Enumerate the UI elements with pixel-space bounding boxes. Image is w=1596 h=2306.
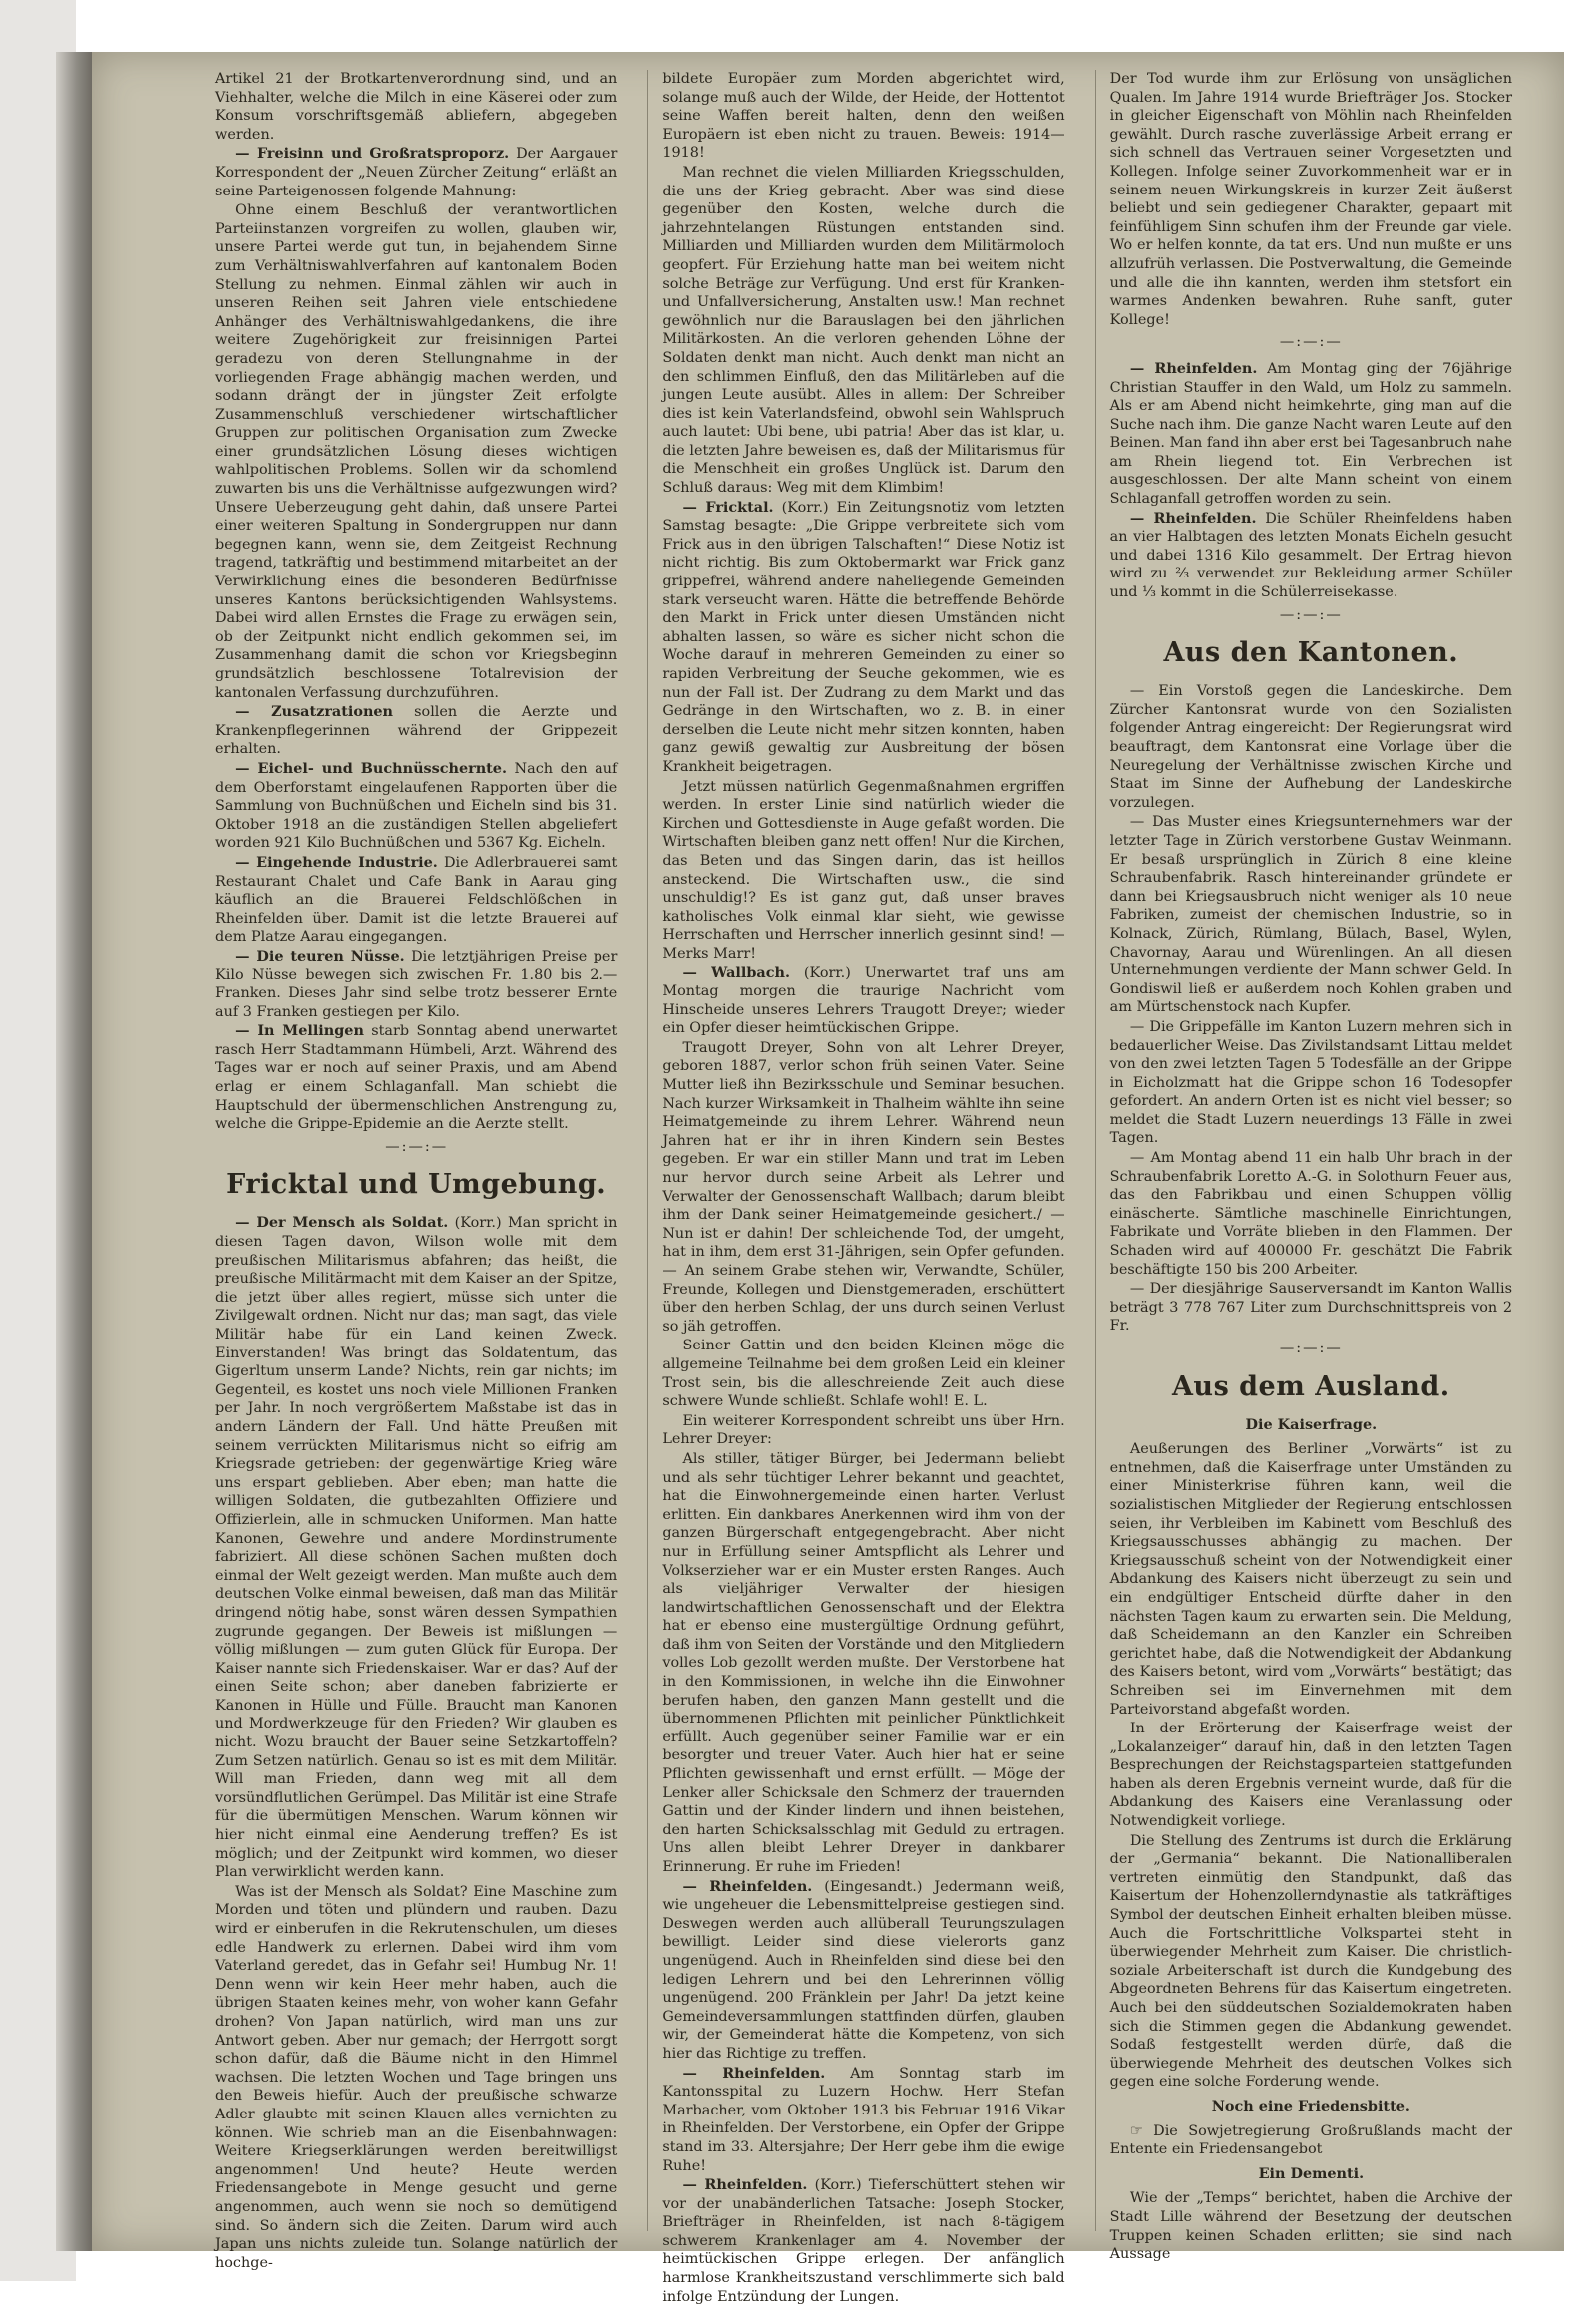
article-headline: — Freisinn und Großratsproporz. [235, 145, 510, 163]
article-paragraph [1110, 1018, 1512, 1148]
section-title: Fricktal und Umgebung. [226, 1169, 607, 1201]
section-title: Aus dem Ausland. [1171, 1370, 1450, 1402]
article-paragraph [215, 201, 617, 702]
article-paragraph [662, 778, 1064, 963]
article-text: Am Montag ging der 76jährige Christian Stauffer in den Wald, um Holz zu sammeln. Als er am Abend nicht heimkehrte, ging man auf die Suche nach ihm. Die ganze Nacht waren Leute auf den Beinen. Man fand ihn aber erst bei Tagesanbruch nahe am Rhein liegend tot. Ein Verbrechen ist ausgeschlossen. Der alte Mann scheint von einem Schlaganfall getroffen worden zu sein. [1109, 360, 1512, 508]
subheading: Die Kaiserfrage. [1245, 1415, 1378, 1433]
article-text: sollen die Aerzte und Krankenpflegerinnen während der Grippezeit erhalten. [215, 704, 618, 758]
article-text: — Das Muster eines Kriegsunternehmers war der letzter Tage in Zürich verstorbene Gustav Weinmann. Er besaß ursprünglich in Zürich 8 eine kleine Schraubenfabrik. Rasch hintereinander gründete er dann bei Kriegsausbruch nicht weniger als 10 neue Fabriken, zumeist der chemischen Industrie, so in Kolnack, Zürich, Rümlang, Bülach, Basel, Wylen, Chavornay, Aarau und Würenlingen. An all diesen Unternehmungen verdiente der Mann schwer Geld. In Gondiswil ließ er außerdem noch Kohlen graben und am Mürtschenstock nach Kupfer. [1109, 814, 1512, 1016]
article-text: — Der diesjährige Sauserversandt im Kanton Wallis beträgt 3 778 767 Liter zum Durchschnittspreis von 2 Fr. [1109, 1281, 1512, 1335]
article-headline: — Rheinfelden. [682, 2176, 808, 2194]
article-paragraph [662, 1412, 1064, 1449]
article-headline: — Eingehende Industrie. [235, 853, 438, 871]
article-headline: — Wallbach. [682, 963, 790, 981]
column-1 [215, 70, 618, 2271]
article-paragraph [1110, 360, 1512, 509]
article-text: — Ein Vorstoß gegen die Landeskirche. Dem Zürcher Kantonsrat wurde von den Sozialisten folgender Antrag eingereicht: Der Regierungsrat wird beauftragt, dem Kantonsrat eine Vorlage über die Neuregelung der Verhältnisse zwischen Kirche und Staat im Sinne der Aufhebung der Landeskirche vorzulegen. [1109, 683, 1512, 811]
article-paragraph [662, 164, 1064, 498]
article-text: Ein weiterer Korrespondent schreibt uns über Hrn. Lehrer Dreyer: [662, 1412, 1065, 1448]
article-text: ☞ Die Sowjetregierung Großrußlands macht der Entente ein Friedensangebot [1109, 2122, 1512, 2158]
article-text: Als stiller, tätiger Bürger, bei Jedermann beliebt und als sehr tüchtiger Lehrer bekannt und geachtet, hat die Einwohnergemeinde einen harten Verlust erlitten. Ein dankbares Anerkennen wird ihm von der ganzen Bürgerschaft entgegengebracht. Aber nicht nur in Erfüllung seiner Amtspflicht als Lehrer und Volkserzieher war er ein Muster ersten Ranges. Auch als vieljähriger Verwalter der hiesigen landwirtschaftlichen Genossenschaft und der Elektra hat er ebenso eine mustergültige Ordnung geführt, daß ihm von Seiten der Vorstände und den Mitgliedern volles Lob gezollt werden mußte. Der Verstorbene hat in den Kommissionen, in welche ihn die Einwohner berufen haben, den ganzen Mann gestellt und die übernommenen Pflichten mit peinlicher Pünktlichkeit erfüllt. Auch gegenüber seiner Familie war er ein besorgter und treuer Vater. Auch hier hat er seine Pflichten gewissenhaft und ernst erfüllt. — Möge der Lenker aller Schicksale den Schmerz der trauernden Gattin und der Kinder lindern und ihnen beistehen, den harten Schicksalsschlag mit Geduld zu ertragen. Uns allen bleibt Lehrer Dreyer in dankbarer Erinnerung. Er ruhe im Frieden! [662, 1450, 1065, 1875]
article-paragraph [215, 1214, 617, 1881]
separator: —:—:— [1279, 334, 1343, 351]
section-title: Aus den Kantonen. [1163, 637, 1459, 669]
article-paragraph [662, 70, 1064, 163]
article-paragraph [1110, 682, 1512, 812]
separator: —:—:— [1279, 606, 1343, 623]
column-3 [1095, 70, 1512, 2263]
article-headline: — Rheinfelden. [682, 1877, 813, 1895]
newspaper-page [92, 52, 1564, 2305]
article-text: Ohne einem Beschluß der verantwortlichen Parteiinstanzen vorgreifen zu wollen, glauben wir, unsere Partei werde gut tun, in bejahendem Sinne zum Verhältniswahlverfahren auf kantonalem Boden Stellung zu nehmen. Einmal zählen wir auch in unseren Reihen seit Jahren viele entschiedene Anhänger des Verhältniswahlgedankens, die ihre weitere Zugehörigkeit zur freisinnigen Partei geradezu von deren Stellungnahme in der vorliegenden Frage abhängig machen werden, und sodann drängt der in jüngster Zeit erfolgte Zusammenschluß verschiedener wirtschaftlicher Gruppen zur politischen Organisation zum Zwecke einer grundsätzlichen Lösung dieses wichtigen wahlpolitischen Problems. Sollen wir da schomlend zuwarten bis uns die Verhältnisse aufgezwungen wird? Unsere Ueberzeugung geht dahin, daß unsere Partei einer weiteren Spaltung in Sondergruppen nur dann begegnen kann, wenn sie, dem Zeitgeist Rechnung tragend, tatkräftig und bestimmend mitarbeitet an der Verwirklichung eines die besonderen Bedürfnisse unseres Kantons berücksichtigenden Wahlsystems. Dabei wird allen Ernstes die Frage zu erwägen sein, ob der Zeitpunkt nicht endlich gekommen sei, im Zusammenhang damit die schon vor Kriegsbeginn grundsätzlich beschlossene Totalrevision der kantonalen Verfassung durchzuführen. [215, 202, 618, 701]
article-text: (Korr.) Ein Zeitungsnotiz vom letzten Samstag besagte: „Die Grippe verbreitete sich vom Frick aus in den übrigen Talschaften!“ Diese Notiz ist nicht richtig. Bis zum Oktobermarkt war Frick ganz grippefrei, während andere naheliegende Gemeinden stark verseucht waren. Hätte die betreffende Behörde den Markt in Frick unter diesen Umständen nicht abhalten lassen, so wäre es sicher nicht schon die Woche darauf in mehreren Gemeinden zu einer so rapiden Verbreitung der Seuche gekommen, wie es nun der Fall ist. Der Zudrang zu dem Markt und das Gedränge in den Wirtschaften, wo z. B. in einer derselben die Leute nicht mehr sitzen konnten, haben ganz gewiß gewaltig zur Ausbreitung der bösen Krankheit beigetragen. [662, 499, 1065, 775]
article-headline: — Rheinfelden. [1129, 359, 1258, 377]
article-paragraph [662, 499, 1064, 777]
article-paragraph [662, 964, 1064, 1038]
article-text: Die Schüler Rheinfeldens haben an vier Halbtagen des letzten Monats Eicheln gesucht und dabei 1316 Kilo gesammelt. Der Ertrag hievon wird zu ⅔ verwendet zur Bekleidung armer Schüler und ⅓ kommt in die Schülerreisekasse. [1109, 510, 1512, 601]
article-paragraph [662, 1878, 1064, 2064]
article-paragraph [215, 1022, 617, 1134]
article-text: Nach den auf dem Oberforstamt eingelaufenen Rapporten über die Sammlung von Buchnüßchen und Eicheln sind bis 31. Oktober 1918 an die zuständigen Stellen abgeliefert worden 921 Kilo Buchnüßchen und 5367 Kg. Eicheln. [215, 760, 618, 852]
subheading: Noch eine Friedensbitte. [1211, 2097, 1410, 2114]
article-paragraph [1110, 70, 1512, 329]
separator: —:—:— [1279, 1341, 1343, 1356]
article-text: Die Stellung des Zentrums ist durch die Erklärung der „Germania“ bekannt. Die Nationalliberalen vertreten einmütig den Standpunkt, daß das Kaisertum der Hohenzollerndynastie als tatkräftiges Symbol der deutschen Einheit erhalten bleiben müsse. Auch die Fortschrittliche Volkspartei steht in überwiegender Mehrheit zum Kaiser. Die christlich-soziale Arbeiterschaft ist durch die Kundgebung des Abgeordneten Behrens für das Kaisertum eingetreten. Auch bei den süddeutschen Sozialdemokraten haben sich die Stimmen gegen die Abdankung gewendet. Sodaß festgestellt werden dürfe, daß die überwiegende Mehrheit des deutschen Volkes sich gegen eine solche Forderung wende. [1109, 1832, 1512, 2091]
subheading: Ein Dementi. [1258, 2164, 1365, 2182]
article-paragraph [215, 145, 617, 200]
article-text: Die Adlerbrauerei samt Restaurant Chalet und Cafe Bank in Aarau ging käuflich an die Brauerei Feldschlößchen in Rheinfelden über. Damit ist die letzte Brauerei auf dem Platze Aarau eingegangen. [215, 854, 618, 946]
article-paragraph [215, 854, 617, 947]
column-layout [215, 70, 1512, 2305]
article-text: Der Aargauer Korrespondent der „Neuen Zürcher Zeitung“ erläßt an seine Parteigenossen folgende Mahnung: [215, 146, 618, 199]
separator: —:—:— [385, 1138, 449, 1155]
article-text: Man rechnet die vielen Milliarden Kriegsschulden, die uns der Krieg gebracht. Aber was sind diese gegenüber den Kosten, welche durch die jahrzehntelangen Rüstungen entstanden sind. Milliarden und Milliarden wurden dem Militärmoloch geopfert. Für Erziehung hatte man bei weitem nicht solche Beträge zur Verfügung. Und erst für Kranken- und Unfallversicherung, Anstalten usw.! Man rechnet gewöhnlich nur die Barauslagen bei den jährlichen Militärkosten. An die verloren gehenden Löhne der Soldaten denkt man nicht. Auch denkt man nicht an den schlimmen Einfluß, den das Militärleben auf die jungen Leute ausübt. Alles in allem: Der Schreiber dies ist kein Vaterlandsfeind, obwohl sein Wahlspruch auch lautet: Ubi bene, ubi patria! Aber das ist klar, u. die letzten Jahre beweisen es, daß der Militarismus für die Menschheit ein großes Unglück ist. Darum den Schluß daraus: Weg mit dem Klimbim! [662, 164, 1065, 497]
article-headline: — Fricktal. [682, 498, 774, 516]
article-paragraph [1110, 1832, 1512, 2092]
article-paragraph [1110, 1440, 1512, 1719]
article-headline: — Die teuren Nüsse. [235, 947, 405, 964]
article-paragraph [215, 760, 617, 853]
article-headline: — Eichel- und Buchnüsschernte. [235, 759, 507, 777]
article-paragraph [215, 703, 617, 759]
article-paragraph [1110, 1149, 1512, 1279]
article-text: Seiner Gattin und den beiden Kleinen möge die allgemeine Teilnahme bei dem großen Leid ein kleiner Trost sein, bis die alleschreiende Zeit auch diese schwere Wunde schließt. Schlafe wohl! E. L. [662, 1338, 1065, 1410]
article-text: Der Tod wurde ihm zur Erlösung von unsäglichen Qualen. Im Jahre 1914 wurde Briefträger Jos. Stocker in gleicher Eigenschaft von Möhlin nach Rheinfelden gewählt. Durch rasche zuverlässige Arbeit errang er sich schnell das Vertrauen seiner Vorgesetzten und Kollegen. Infolge seiner Zuvorkommenheit war er in seinem neuen Wirkungskreis in kurzer Zeit äußerst beliebt und sein gediegener Charakter, gepaart mit feinfühligem Sinn schufen ihm der Freunde gar viele. Wo er helfen konnte, da tat ers. Und nun mußte er uns allzufrüh verlassen. Die Postverwaltung, die Gemeinde und alle die ihn kannten, werden ihm stetsfort ein warmes Andenken bewahren. Ruhe sanft, guter Kollege! [1109, 71, 1512, 328]
article-paragraph [662, 1337, 1064, 1410]
article-text: Jetzt müssen natürlich Gegenmaßnahmen ergriffen werden. In erster Linie sind natürlich wieder die Kirchen und Gottesdienste in Auge gefaßt worden. Die Wirtschaften bleiben ganz nett offen! Nur die Kirchen, das Beten und das Singen darin, das ist heillos ansteckend. Die Wirtschaften usw., die sind unschuldig!? Es ist ganz gut, daß unser braves katholisches Volk einmal klar sieht, wie gewisse Herrschaften und Herrscher innerlich gesinnt sind! — Merks Marr! [662, 778, 1065, 961]
article-text: Die letztjährigen Preise per Kilo Nüsse bewegen sich zwischen Fr. 1.80 bis 2.— Franken. Dieses Jahr sind selbe trotz besserer Ernte auf 3 Franken gestiegen per Kilo. [215, 948, 618, 1020]
article-text: Aeußerungen des Berliner „Vorwärts“ ist zu entnehmen, daß die Kaiserfrage unter Umständen zu einer Ministerkrise führen kann, weil die sozialistischen Mitglieder der Regierung entschlossen seien, ihr Verbleiben im Kabinett vom Beschluß des Kriegsausschusses abhängig zu machen. Der Kriegsausschuß scheint von der Notwendigkeit einer Abdankung des Kaisers nicht überzeugt zu sein und ein endgültiger Entscheid dürfte daher in den nächsten Tagen kaum zu erwarten sein. Die Meldung, daß Scheidemann an den Kanzler ein Schreiben gerichtet habe, daß die Notwendigkeit der Abdankung des Kaisers betont, wird vom „Vorwärts“ bestätigt; das Schreiben sei im Einvernehmen mit dem Parteivorstand abgefaßt worden. [1109, 1441, 1512, 1718]
article-headline: — Der Mensch als Soldat. [235, 1214, 449, 1232]
article-text: (Eingesandt.) Jedermann weiß, wie ungeheuer die Lebensmittelpreise gestiegen sind. Deswegen werden auch allüberall Teurungszulagen bewilligt. Leider sind diese vielerorts ganz ungenügend. Auch in Rheinfelden sind diese bei den ledigen Lehrern und bei den Lehrerinnen völlig ungenügend. 200 Fränklein per Jahr! Da jetzt keine Gemeindeversammlungen stattfinden dürfen, glauben wir, der Gemeinderat hätte die Kompetenz, von sich hier das Richtige zu treffen. [662, 1878, 1065, 2062]
article-text: — Am Montag abend 11 ein halb Uhr brach in der Schraubenfabrik Loretto A.-G. in Solothurn Feuer aus, das den Fabrikbau und einen Schuppen völlig einäscherte. Sämtliche maschinelle Einrichtungen, Fabrikate und Vorräte blieben in den Flammen. Der Schaden wird auf 400000 Fr. geschätzt Die Fabrik beschäftigte 150 bis 200 Arbeiter. [1109, 1150, 1512, 1278]
article-text: Am Sonntag starb im Kantonsspital zu Luzern Hochw. Herr Stefan Marbacher, vom Oktober 1913 bis Februar 1916 Vikar in Rheinfelden. Der Verstorbene, ein Opfer der Grippe stand im 33. Altersjahre; Der Herr gebe ihm die ewige Ruhe! [662, 2065, 1065, 2174]
article-paragraph [1110, 2189, 1512, 2263]
article-text: Traugott Dreyer, Sohn von alt Lehrer Dreyer, geboren 1887, verlor schon früh seinen Vater. Seine Mutter ließ ihn Bezirksschule und Seminar besuchen. Nach kurzer Wirksamkeit in Thalheim wählte ihn seine Heimatgemeinde zu ihrem Lehrer. Während neun Jahren hat er ihr in ihren Kindern sein Bestes gegeben. Er war ein stiller Mann und trat im Leben nur hervor durch seine Arbeit als Lehrer und Verwalter der Genossenschaft Wallbach; darum bleibt ihm der Dank seiner Heimatgemeinde gesichert./ — Nun ist er dahin! Der schleichende Tod, der umgeht, hat in ihm, dem erst 31-Jährigen, sein Opfer gefunden. — An seinem Grabe stehen wir, Verwandte, Schüler, Freunde, Kollegen und Dienstgemeraden, erschüttert über den herben Schlag, der uns durch seinen Verlust so jäh getroffen. [662, 1039, 1065, 1335]
article-paragraph [1110, 1280, 1512, 1336]
article-headline: — Zusatzrationen [235, 703, 394, 721]
article-paragraph [662, 1039, 1064, 1337]
article-text: (Korr.) Unerwartet traf uns am Montag morgen die traurige Nachricht vom Hinscheide unseres Lehrers Traugott Dreyer; wieder ein Opfer dieser heimtückischen Grippe. [662, 964, 1065, 1037]
article-paragraph [1110, 1720, 1512, 1831]
article-headline: — Rheinfelden. [1129, 509, 1257, 527]
article-text: In der Erörterung der Kaiserfrage weist der „Lokalanzeiger“ darauf hin, daß in den letzten Tagen Besprechungen der Reichstagsparteien stattgefunden haben als deren Ergebnis verneint wurde, daß für die Abdankung des Kaisers eine Veranlassung oder Notwendigkeit vorliege. [1109, 1721, 1512, 1830]
article-paragraph [1110, 2122, 1512, 2159]
article-text: Was ist der Mensch als Soldat? Eine Maschine zum Morden und töten und plündern und rauben. Dazu wird er einberufen in die Rekrutenschulen, um dieses edle Handwerk zu erlernen. Dabei wird ihm vom Vaterland geredet, das in Gefahr sei! Humbug Nr. 1! Denn wenn wir kein Heer mehr haben, auch die übrigen Staaten keines mehr, von woher kann Gefahr drohen? Von Japan natürlich, wird man uns zur Antwort geben. Aber nur gemach; der Herrgott sorgt schon dafür, daß die Bäume nicht in den Himmel wachsen. Die letzten Wochen und Tage bringen uns den Beweis hiefür. Auch der preußische schwarze Adler glaubte mit seinen Klauen alles vernichten zu können. Wie schrieb man an die Eisenbahnwagen: Weitere Kriegserklärungen werden bereitwilligst angenommen! Und heute? Heute werden Friedensangebote in Menge gesucht und gerne angenommen, auch wenn sie noch so demütigend sind. So ändern sich die Zeiten. Darum wird auch Japan uns nichts zuleide tun. Solange natürlich der hochge- [215, 1883, 618, 2271]
article-paragraph [1110, 510, 1512, 602]
column-2 [647, 70, 1065, 2305]
article-paragraph [1110, 813, 1512, 1017]
article-text: — Die Grippefälle im Kanton Luzern mehren sich in bedauerlicher Weise. Das Zivilstandsamt Littau meldet von den zwei letzten Tagen 5 Todesfälle an der Grippe in Eicholzmatt hat die Grippe schon 16 Todesopfer gefordert. An andern Orten ist es nicht viel besser; so meldet die Stadt Luzern neuerdings 13 Fälle in zwei Tagen. [1109, 1018, 1512, 1147]
article-headline: — Rheinfelden. [682, 2064, 826, 2082]
article-headline: — In Mellingen [235, 1022, 364, 1040]
book-binding [56, 52, 94, 2251]
article-text: Wie der „Temps“ berichtet, haben die Archive der Stadt Lille während der Besetzung der deutschen Truppen keinen Schaden erlitten; sie sind nach Aussage [1109, 2190, 1512, 2263]
article-text: bildete Europäer zum Morden abgerichtet wird, solange muß auch der Wilde, der Heide, der Hottentot seine Waffen bereit halten, denn den weißen Europäern ist eben nicht zu trauen. Beweis: 1914—1918! [662, 71, 1065, 162]
article-paragraph [215, 70, 617, 144]
article-paragraph [662, 1450, 1064, 1877]
article-paragraph [215, 948, 617, 1021]
article-paragraph [662, 2176, 1064, 2306]
article-paragraph [215, 1883, 617, 2272]
article-paragraph [662, 2065, 1064, 2176]
article-text: starb Sonntag abend unerwartet rasch Herr Stadtammann Hümbeli, Arzt. Während des Tages war er noch auf seiner Praxis, und am Abend erlag er einem Schlaganfall. Man schiebt die Hauptschuld der übermenschlichen Anstrengung zu, welche die Grippe-Epidemie an die Aerzte stellt. [215, 1023, 618, 1133]
article-text: (Korr.) Tieferschüttert stehen wir vor der unabänderlichen Tatsache: Joseph Stocker, Briefträger in Rheinfelden, ist nach 8-tägigem schwerem Krankenlager am 4. November der heimtückischen Grippe erlegen. Der anfänglich harmlose Krankheitszustand verschlimmerte sich bald infolge Entzündung der Lungen. [662, 2177, 1065, 2305]
article-text: (Korr.) Man spricht in diesen Tagen davon, Wilson wolle mit dem preußischen Militarismus abfahren; das heißt, die preußische Militärmacht mit dem Kaiser an der Spitze, die jetzt über alles regiert, müsse sich unter die Zivilgewalt ordnen. Nicht nur das; man sagt, das viele Militär habe für ein Land keinen Zweck. Einverstanden! Was bringt das Soldatentum, das Gigerltum unserm Lande? Nichts, rein gar nichts; im Gegenteil, es kostet uns noch viele Millionen Franken per Jahr. In noch vergrößertem Maßstabe ist das in andern Ländern der Fall. Und hätte Preußen mit seinem verrückten Militarismus nicht so eifrig am Kriegsrade getrieben: der gegenwärtige Krieg wäre uns erspart geblieben. Aber eben; man hatte die willigen Soldaten, die gutbezahlten Offiziere und Offizierlein, alle in schmucken Uniformen. Man hatte Kanonen, Gewehre und andere Mordinstrumente fabriziert. All diese schönen Sachen mußten doch einmal der Welt gezeigt werden. Man mußte auch dem deutschen Volke einmal beweisen, daß man das Militär dringend nötig habe, sonst wären dessen Sympathien zugrunde gegangen. Der Beweis ist mißlungen — völlig mißlungen — zum guten Glück für Europa. Der Kaiser nannte sich Friedenskaiser. War er das? Auf der einen Seite schon; aber daneben fabrizierte er Kanonen in Hülle und Fülle. Braucht man Kanonen und Mordwerkzeuge für den Frieden? Wir glauben es nicht. Wozu braucht der Bauer seine Setzkartoffeln? Zum Setzen natürlich. Genau so ist es mit dem Militär. Will man Frieden, dann weg mit all dem vorsündflutlichen Gerümpel. Das Militär ist eine Strafe für die übermütigen Menschen. Warum können wir hier nicht einmal eine Aenderung treffen? Es ist möglich; und der Zeitpunkt wird kommen, wo dieser Plan verwirklicht werden kann. [215, 1215, 618, 1881]
article-text: Artikel 21 der Brotkartenverordnung sind, und an Viehhalter, welche die Milch in eine Käserei oder zum Konsum vorschriftsgemäß abliefern, abgegeben werden. [215, 71, 618, 143]
